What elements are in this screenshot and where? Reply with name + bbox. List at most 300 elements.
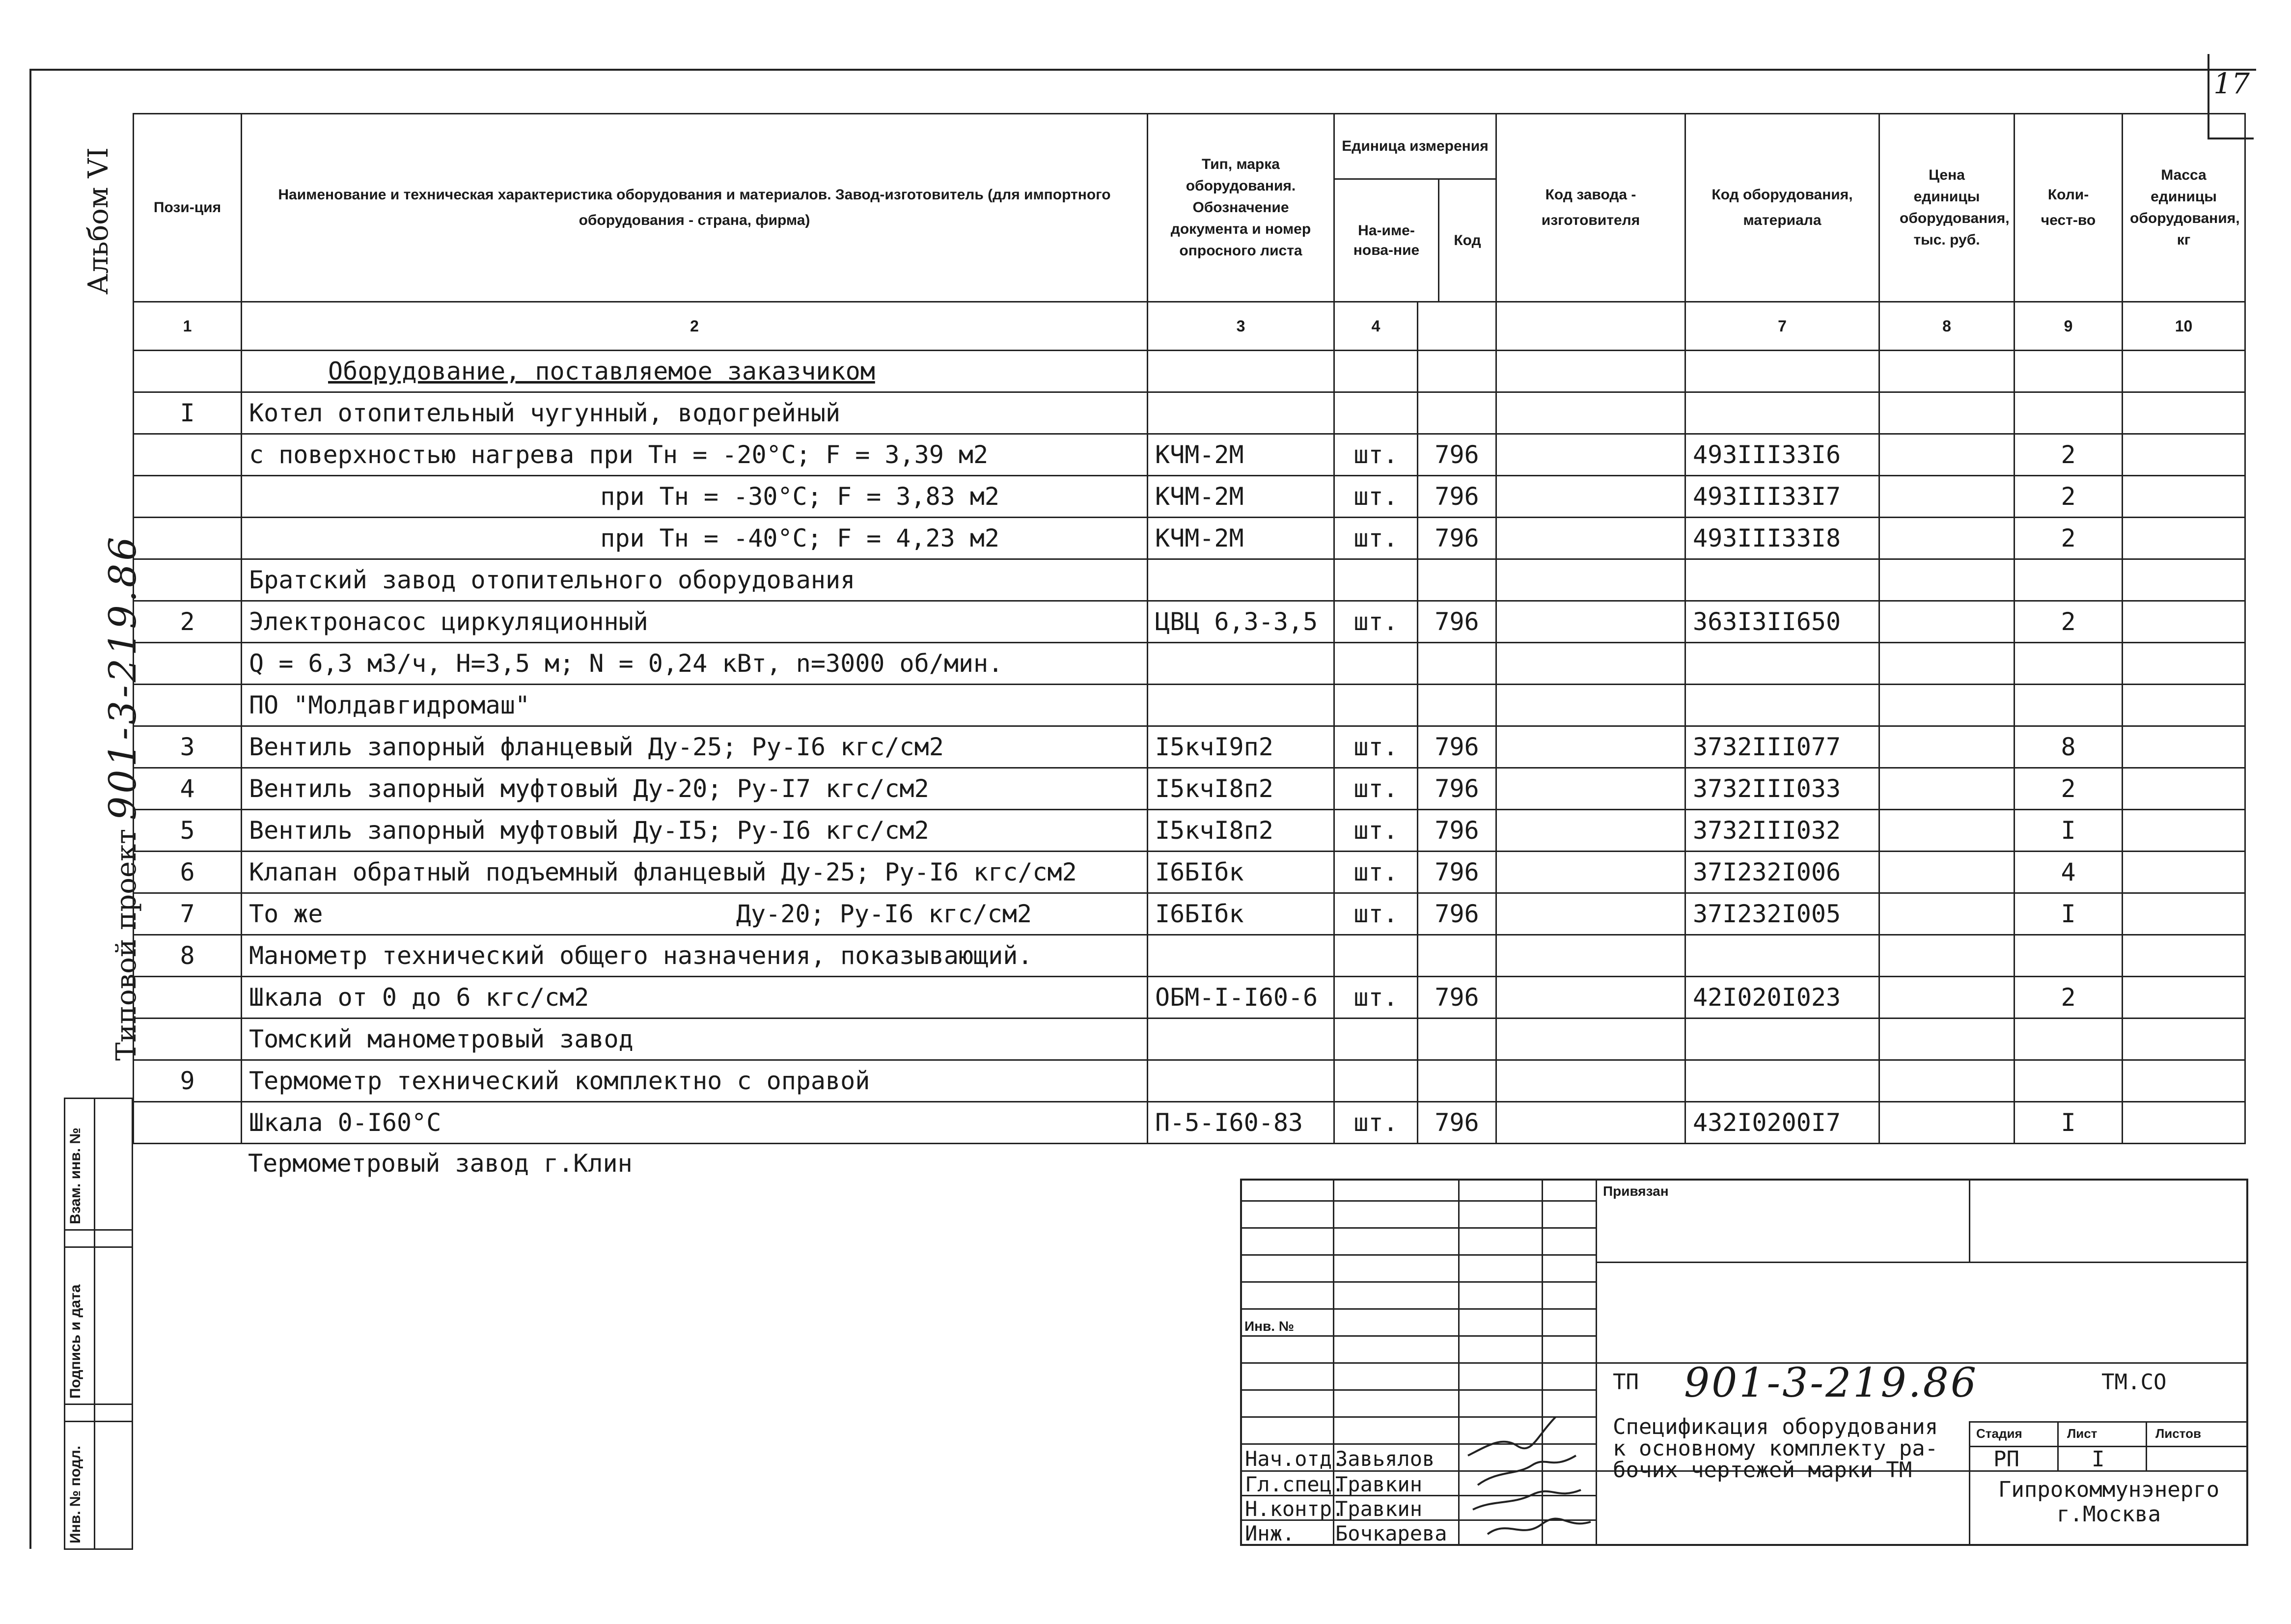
tb-sign-role: Гл.спец. bbox=[1245, 1472, 1345, 1496]
header-unit-name: На-име-нова-ние bbox=[1335, 180, 1439, 301]
cell-name bbox=[242, 935, 1148, 977]
cell-quantity: 2 bbox=[2015, 434, 2123, 476]
cell-position bbox=[134, 434, 242, 476]
tb-privyazan: Привязан bbox=[1603, 1184, 1669, 1199]
tb-sign-name: Завьялов bbox=[1335, 1447, 1435, 1471]
cell-quantity bbox=[2015, 559, 2123, 601]
cell-mass bbox=[2123, 1060, 2245, 1102]
project-number: 901-3-219.86 bbox=[101, 534, 144, 821]
cell-equipment-code bbox=[1685, 559, 1879, 601]
cell-type: КЧМ-2М bbox=[1148, 434, 1334, 476]
cell-unit-code: 796 bbox=[1418, 434, 1496, 476]
col-number: 8 bbox=[1879, 302, 2015, 351]
cell-equipment-code bbox=[1685, 392, 1879, 434]
cell-quantity bbox=[2015, 1018, 2123, 1060]
tb-sheets-label: Листов bbox=[2155, 1426, 2201, 1441]
cell-unit-code bbox=[1418, 1018, 1496, 1060]
table-row bbox=[134, 768, 2245, 810]
cell-mass bbox=[2123, 1018, 2245, 1060]
cell-unit-code bbox=[1418, 559, 1496, 601]
cell-name bbox=[242, 1018, 1148, 1060]
column-number-row bbox=[134, 302, 2245, 351]
cell-price bbox=[1879, 1102, 2015, 1144]
cell-equipment-code bbox=[1685, 351, 1879, 392]
cell-quantity: I bbox=[2015, 1102, 2123, 1144]
cell-name bbox=[242, 643, 1148, 685]
stamp-divider bbox=[94, 1099, 95, 1548]
cell-unit-code: 796 bbox=[1418, 1102, 1496, 1144]
header-price: Цена единицы оборудования, тыс. руб. bbox=[1879, 114, 2015, 302]
cell-unit bbox=[1334, 1018, 1418, 1060]
cell-name bbox=[242, 476, 1148, 518]
cell-equipment-code: 493III33I7 bbox=[1685, 476, 1879, 518]
cell-name-text: То же bbox=[249, 900, 323, 928]
stamp-label-replace: Взам. инв. № bbox=[67, 1128, 83, 1224]
cell-mass bbox=[2123, 434, 2245, 476]
cell-quantity bbox=[2015, 935, 2123, 977]
col-number: 3 bbox=[1148, 302, 1334, 351]
stamp-label-signature: Подпись и дата bbox=[67, 1284, 83, 1399]
stamp-line bbox=[65, 1246, 132, 1248]
table-body bbox=[134, 351, 2245, 1144]
cell-manufacturer-code bbox=[1496, 893, 1685, 935]
table-row bbox=[134, 977, 2245, 1018]
cell-type: ЦВЦ 6,3-3,5 bbox=[1148, 601, 1334, 643]
cell-mass bbox=[2123, 935, 2245, 977]
cell-type: КЧМ-2М bbox=[1148, 518, 1334, 559]
cell-name bbox=[242, 768, 1148, 810]
cell-manufacturer-code bbox=[1496, 392, 1685, 434]
cell-manufacturer-code bbox=[1496, 1060, 1685, 1102]
cell-unit: шт. bbox=[1334, 476, 1418, 518]
margin-stamp bbox=[64, 1098, 133, 1550]
cell-price bbox=[1879, 768, 2015, 810]
cell-name-text: Шкала от 0 до 6 кгс/см2 bbox=[249, 983, 589, 1012]
cell-name-text: Термометр технический комплектно с оправой bbox=[249, 1067, 870, 1095]
col-number: 9 bbox=[2015, 302, 2123, 351]
tb-sign-name: Травкин bbox=[1335, 1497, 1423, 1521]
tb-sign-role: Инж. bbox=[1245, 1521, 1295, 1545]
cell-quantity bbox=[2015, 1060, 2123, 1102]
cell-quantity bbox=[2015, 392, 2123, 434]
stamp-line bbox=[65, 1421, 132, 1422]
cell-equipment-code: 493III33I6 bbox=[1685, 434, 1879, 476]
cell-price bbox=[1879, 518, 2015, 559]
cell-type: I5кчI8п2 bbox=[1148, 768, 1334, 810]
tb-sign-name: Травкин bbox=[1335, 1472, 1423, 1496]
cell-unit: шт. bbox=[1334, 810, 1418, 852]
cell-price bbox=[1879, 1018, 2015, 1060]
cell-price bbox=[1879, 601, 2015, 643]
stamp-line bbox=[65, 1229, 132, 1231]
cell-equipment-code: 37I232I005 bbox=[1685, 893, 1879, 935]
cell-quantity: I bbox=[2015, 810, 2123, 852]
col-number: 2 bbox=[242, 302, 1148, 351]
cell-unit: шт. bbox=[1334, 518, 1418, 559]
cell-mass bbox=[2123, 1102, 2245, 1144]
tb-line bbox=[2146, 1421, 2147, 1470]
cell-position bbox=[134, 518, 242, 559]
cell-unit-code: 796 bbox=[1418, 601, 1496, 643]
cell-unit bbox=[1334, 392, 1418, 434]
header-unit-code: Код bbox=[1454, 232, 1481, 248]
cell-mass bbox=[2123, 977, 2245, 1018]
tb-sign-name: Бочкарева bbox=[1335, 1521, 1447, 1545]
cell-equipment-code bbox=[1685, 1060, 1879, 1102]
cell-price bbox=[1879, 392, 2015, 434]
cell-position: 4 bbox=[134, 768, 242, 810]
table-row bbox=[134, 518, 2245, 559]
cell-type bbox=[1148, 392, 1334, 434]
cell-name bbox=[242, 977, 1148, 1018]
cell-name-text: Братский завод отопительного оборудования bbox=[249, 566, 856, 594]
col-number: 4 bbox=[1334, 302, 1418, 351]
cell-unit bbox=[1334, 643, 1418, 685]
cell-equipment-code: 3732III033 bbox=[1685, 768, 1879, 810]
cell-unit-code: 796 bbox=[1418, 977, 1496, 1018]
tb-org-line: г.Москва bbox=[2057, 1502, 2161, 1527]
cell-name-text: Оборудование, поставляемое заказчиком bbox=[328, 357, 875, 385]
cell-position: 2 bbox=[134, 601, 242, 643]
cell-equipment-code bbox=[1685, 1018, 1879, 1060]
cell-quantity: 2 bbox=[2015, 518, 2123, 559]
cell-price bbox=[1879, 351, 2015, 392]
cell-name-text: Q = 6,3 м3/ч, H=3,5 м; N = 0,24 кВт, n=3000 об/мин. bbox=[249, 649, 1003, 678]
cell-quantity bbox=[2015, 643, 2123, 685]
cell-equipment-code: 3732III032 bbox=[1685, 810, 1879, 852]
col-number bbox=[1496, 302, 1685, 351]
cell-name bbox=[242, 726, 1148, 768]
cell-unit: шт. bbox=[1334, 1102, 1418, 1144]
tb-desc-line: Спецификация оборудования bbox=[1613, 1414, 1938, 1439]
cell-equipment-code bbox=[1685, 685, 1879, 726]
footnote: Термометровый завод г.Клин bbox=[248, 1149, 633, 1178]
col-number: 10 bbox=[2123, 302, 2245, 351]
cell-unit-code: 796 bbox=[1418, 518, 1496, 559]
col-number: 1 bbox=[134, 302, 242, 351]
cell-equipment-code bbox=[1685, 643, 1879, 685]
cell-name bbox=[242, 1060, 1148, 1102]
table-row bbox=[134, 810, 2245, 852]
header-quantity: Коли-чест-во bbox=[2015, 114, 2123, 302]
cell-name-text: Котел отопительный чугунный, водогрейный bbox=[249, 399, 841, 427]
cell-type bbox=[1148, 643, 1334, 685]
cell-position bbox=[134, 685, 242, 726]
cell-manufacturer-code bbox=[1496, 852, 1685, 893]
cell-manufacturer-code bbox=[1496, 434, 1685, 476]
cell-name-text: при Тн = -30°С; F = 3,83 м2 bbox=[600, 482, 999, 511]
cell-type: I5кчI9п2 bbox=[1148, 726, 1334, 768]
table-row bbox=[134, 601, 2245, 643]
tb-tp-label: ТП bbox=[1613, 1370, 1639, 1395]
cell-type: ОБМ-I-I60-6 bbox=[1148, 977, 1334, 1018]
table-row bbox=[134, 1102, 2245, 1144]
tb-line bbox=[2057, 1421, 2059, 1470]
cell-name-text: Клапан обратный подъемный фланцевый Ду-25; Ру-I6 кгс/см2 bbox=[249, 858, 1077, 886]
cell-quantity: I bbox=[2015, 893, 2123, 935]
cell-position bbox=[134, 559, 242, 601]
cell-manufacturer-code bbox=[1496, 685, 1685, 726]
cell-position bbox=[134, 643, 242, 685]
cell-unit-code: 796 bbox=[1418, 852, 1496, 893]
cell-price bbox=[1879, 685, 2015, 726]
cell-price bbox=[1879, 643, 2015, 685]
cell-manufacturer-code bbox=[1496, 768, 1685, 810]
cell-mass bbox=[2123, 476, 2245, 518]
cell-quantity: 4 bbox=[2015, 852, 2123, 893]
tb-stage: РП bbox=[1993, 1447, 2019, 1472]
cell-name bbox=[242, 893, 1148, 935]
cell-price bbox=[1879, 893, 2015, 935]
cell-mass bbox=[2123, 559, 2245, 601]
cell-price bbox=[1879, 476, 2015, 518]
cell-unit-code bbox=[1418, 351, 1496, 392]
cell-manufacturer-code bbox=[1496, 559, 1685, 601]
cell-unit-code bbox=[1418, 1060, 1496, 1102]
cell-type bbox=[1148, 935, 1334, 977]
cell-unit-code bbox=[1418, 685, 1496, 726]
tb-desc-line: бочих чертежей марки ТМ bbox=[1613, 1458, 1912, 1483]
table-row bbox=[134, 935, 2245, 977]
tb-tp-number: 901-3-219.86 bbox=[1684, 1360, 1979, 1406]
cell-price bbox=[1879, 810, 2015, 852]
cell-quantity: 2 bbox=[2015, 977, 2123, 1018]
cell-equipment-code: 493III33I8 bbox=[1685, 518, 1879, 559]
cell-unit bbox=[1334, 351, 1418, 392]
cell-name bbox=[242, 559, 1148, 601]
cell-manufacturer-code bbox=[1496, 476, 1685, 518]
header-name: Наименование и техническая характеристика оборудования и материалов. Завод-изготовитель (для импортного оборудования - страна, фирма) bbox=[242, 114, 1148, 302]
stamp-label-inventory: Инв. № подл. bbox=[67, 1445, 83, 1543]
cell-name-text: Вентиль запорный муфтовый Ду-I5; Ру-I6 кгс/см2 bbox=[249, 816, 929, 845]
cell-position: 6 bbox=[134, 852, 242, 893]
cell-unit bbox=[1334, 685, 1418, 726]
cell-type: I6БIбк bbox=[1148, 852, 1334, 893]
tb-inv-no: Инв. № bbox=[1244, 1319, 1295, 1334]
cell-unit: шт. bbox=[1334, 768, 1418, 810]
signature-scribble bbox=[1458, 1416, 1596, 1544]
cell-name-right: Ду-20; Ру-I6 кгс/см2 bbox=[736, 900, 1032, 928]
specification-table bbox=[133, 113, 2246, 1144]
cell-price bbox=[1879, 977, 2015, 1018]
cell-quantity bbox=[2015, 685, 2123, 726]
cell-name bbox=[242, 434, 1148, 476]
table-row bbox=[134, 1060, 2245, 1102]
cell-position: 8 bbox=[134, 935, 242, 977]
cell-manufacturer-code bbox=[1496, 351, 1685, 392]
table-row bbox=[134, 852, 2245, 893]
cell-quantity bbox=[2015, 351, 2123, 392]
table-row bbox=[134, 559, 2245, 601]
header-unit-title: Единица измерения bbox=[1335, 114, 1495, 180]
cell-name-text: Шкала 0-I60°С bbox=[249, 1108, 442, 1137]
tb-description bbox=[1613, 1416, 1938, 1481]
cell-type bbox=[1148, 351, 1334, 392]
cell-unit-code bbox=[1418, 392, 1496, 434]
cell-unit: шт. bbox=[1334, 977, 1418, 1018]
cell-name bbox=[242, 392, 1148, 434]
tb-organization bbox=[1979, 1478, 2239, 1527]
cell-manufacturer-code bbox=[1496, 977, 1685, 1018]
cell-manufacturer-code bbox=[1496, 643, 1685, 685]
cell-type bbox=[1148, 1018, 1334, 1060]
cell-unit-code: 796 bbox=[1418, 810, 1496, 852]
tb-line bbox=[1969, 1181, 1970, 1262]
table-row bbox=[134, 685, 2245, 726]
tb-stage-label: Стадия bbox=[1976, 1426, 2022, 1441]
cell-price bbox=[1879, 852, 2015, 893]
cell-type: I6БIбк bbox=[1148, 893, 1334, 935]
cell-unit-code: 796 bbox=[1418, 726, 1496, 768]
cell-name-text: Электронасос циркуляционный bbox=[249, 607, 648, 636]
cell-unit-code: 796 bbox=[1418, 476, 1496, 518]
cell-type: КЧМ-2М bbox=[1148, 476, 1334, 518]
cell-name-text: Манометр технический общего назначения, показывающий. bbox=[249, 941, 1033, 970]
cell-equipment-code bbox=[1685, 935, 1879, 977]
cell-name-text: Томский манометровый завод bbox=[249, 1025, 634, 1053]
cell-manufacturer-code bbox=[1496, 935, 1685, 977]
cell-name-text: с поверхностью нагрева при Тн = -20°С; F = 3,39 м2 bbox=[249, 440, 989, 469]
cell-quantity: 2 bbox=[2015, 768, 2123, 810]
cell-position bbox=[134, 476, 242, 518]
table-row bbox=[134, 434, 2245, 476]
cell-name-text: ПО "Молдавгидромаш" bbox=[249, 691, 530, 719]
stamp-line bbox=[65, 1404, 132, 1405]
cell-unit-code: 796 bbox=[1418, 893, 1496, 935]
cell-position bbox=[134, 977, 242, 1018]
cell-name-text: Вентиль запорный муфтовый Ду-20; Ру-I7 кгс/см2 bbox=[249, 774, 929, 803]
cell-name bbox=[242, 685, 1148, 726]
table-row bbox=[134, 392, 2245, 434]
cell-name-text: при Тн = -40°С; F = 4,23 м2 bbox=[600, 524, 999, 552]
col-number: 7 bbox=[1685, 302, 1879, 351]
cell-name bbox=[242, 810, 1148, 852]
album-label: Альбом VI bbox=[83, 147, 114, 295]
cell-manufacturer-code bbox=[1496, 726, 1685, 768]
cell-equipment-code: 363I3II650 bbox=[1685, 601, 1879, 643]
cell-mass bbox=[2123, 518, 2245, 559]
tb-doc-code: ТМ.СО bbox=[2101, 1370, 2167, 1395]
col-number bbox=[1418, 302, 1496, 351]
cell-mass bbox=[2123, 643, 2245, 685]
cell-name bbox=[242, 518, 1148, 559]
cell-position: 9 bbox=[134, 1060, 242, 1102]
table-row bbox=[134, 1018, 2245, 1060]
header-unit bbox=[1334, 114, 1496, 302]
cell-mass bbox=[2123, 852, 2245, 893]
cell-unit-code bbox=[1418, 643, 1496, 685]
project-label-text: Типовой проект bbox=[110, 828, 142, 1061]
cell-price bbox=[1879, 434, 2015, 476]
cell-unit: шт. bbox=[1334, 893, 1418, 935]
tb-sign-role: Нач.отд. bbox=[1245, 1447, 1345, 1471]
tb-org-line: Гипрокоммунэнерго bbox=[1998, 1477, 2220, 1502]
cell-type: П-5-I60-83 bbox=[1148, 1102, 1334, 1144]
header-manufacturer-code: Код завода - изготовителя bbox=[1496, 114, 1685, 302]
cell-unit bbox=[1334, 935, 1418, 977]
cell-name bbox=[242, 601, 1148, 643]
cell-name bbox=[242, 351, 1148, 392]
cell-unit-code bbox=[1418, 935, 1496, 977]
cell-equipment-code: 432I0200I7 bbox=[1685, 1102, 1879, 1144]
cell-position: 3 bbox=[134, 726, 242, 768]
cell-mass bbox=[2123, 685, 2245, 726]
cell-mass bbox=[2123, 893, 2245, 935]
header-unit-sub bbox=[1335, 180, 1495, 301]
cell-price bbox=[1879, 935, 2015, 977]
cell-unit-code: 796 bbox=[1418, 768, 1496, 810]
cell-position bbox=[134, 1102, 242, 1144]
cell-type: I5кчI8п2 bbox=[1148, 810, 1334, 852]
cell-unit: шт. bbox=[1334, 852, 1418, 893]
tb-line bbox=[1596, 1181, 1597, 1544]
table-header-row bbox=[134, 114, 2245, 302]
cell-mass bbox=[2123, 351, 2245, 392]
cell-type bbox=[1148, 559, 1334, 601]
table-row bbox=[134, 476, 2245, 518]
title-block bbox=[1240, 1179, 2248, 1546]
cell-mass bbox=[2123, 601, 2245, 643]
tb-line bbox=[1596, 1262, 2246, 1263]
cell-manufacturer-code bbox=[1496, 1018, 1685, 1060]
table-row bbox=[134, 643, 2245, 685]
cell-manufacturer-code bbox=[1496, 1102, 1685, 1144]
cell-mass bbox=[2123, 726, 2245, 768]
header-position: Пози-ция bbox=[134, 114, 242, 302]
cell-type bbox=[1148, 685, 1334, 726]
cell-unit: шт. bbox=[1334, 726, 1418, 768]
cell-position: I bbox=[134, 392, 242, 434]
cell-quantity: 2 bbox=[2015, 476, 2123, 518]
sheet-number: 17 bbox=[2208, 54, 2254, 139]
table-row bbox=[134, 893, 2245, 935]
table-row bbox=[134, 726, 2245, 768]
header-mass: Масса единицы оборудования, кг bbox=[2123, 114, 2245, 302]
cell-equipment-code: 37I232I006 bbox=[1685, 852, 1879, 893]
cell-unit: шт. bbox=[1334, 434, 1418, 476]
cell-equipment-code: 3732III077 bbox=[1685, 726, 1879, 768]
tb-line bbox=[1969, 1421, 1970, 1544]
tb-desc-line: к основному комплекту ра- bbox=[1613, 1436, 1938, 1461]
tb-line bbox=[1969, 1421, 2246, 1423]
cell-name bbox=[242, 852, 1148, 893]
cell-position: 7 bbox=[134, 893, 242, 935]
cell-price bbox=[1879, 1060, 2015, 1102]
cell-price bbox=[1879, 726, 2015, 768]
cell-price bbox=[1879, 559, 2015, 601]
tb-sign-role: Н.контр. bbox=[1245, 1497, 1345, 1521]
cell-position: 5 bbox=[134, 810, 242, 852]
table-row bbox=[134, 351, 2245, 392]
header-equipment-code: Код оборудования, материала bbox=[1685, 114, 1879, 302]
cell-type bbox=[1148, 1060, 1334, 1102]
cell-unit bbox=[1334, 1060, 1418, 1102]
cell-quantity: 8 bbox=[2015, 726, 2123, 768]
tb-sheet-label: Лист bbox=[2067, 1426, 2098, 1441]
tb-sheet: I bbox=[2092, 1447, 2105, 1472]
cell-unit bbox=[1334, 559, 1418, 601]
cell-unit: шт. bbox=[1334, 601, 1418, 643]
cell-name-text: Вентиль запорный фланцевый Ду-25; Ру-I6 кгс/см2 bbox=[249, 733, 944, 761]
header-type: Тип, марка оборудования. Обозначение документа и номер опросного листа bbox=[1148, 114, 1334, 302]
cell-manufacturer-code bbox=[1496, 518, 1685, 559]
cell-position bbox=[134, 351, 242, 392]
cell-mass bbox=[2123, 768, 2245, 810]
cell-manufacturer-code bbox=[1496, 601, 1685, 643]
cell-mass bbox=[2123, 810, 2245, 852]
cell-name bbox=[242, 1102, 1148, 1144]
cell-mass bbox=[2123, 392, 2245, 434]
